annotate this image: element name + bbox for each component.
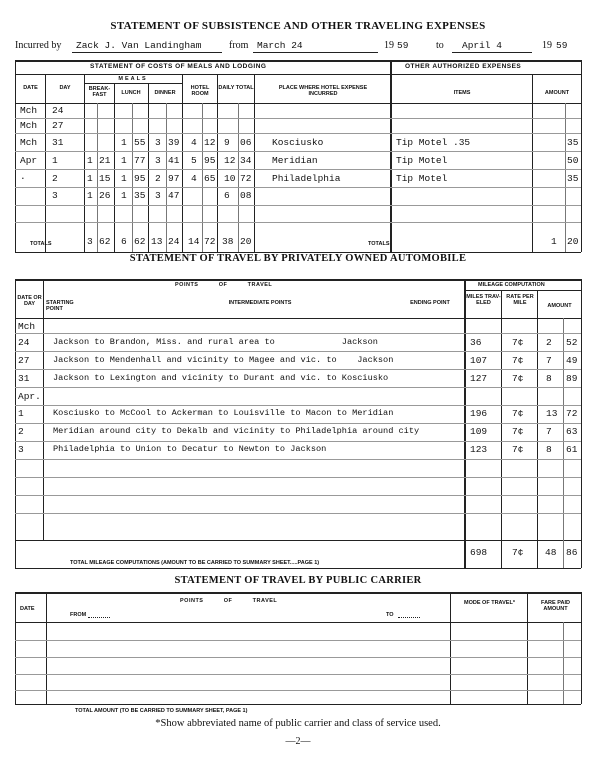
carrier-from-label: FROM <box>70 612 87 618</box>
incurred-by-label: Incurred by <box>15 40 62 51</box>
auto-row-cents: 52 <box>566 337 578 348</box>
auto-row-dollars: 8 <box>546 373 552 384</box>
row-lunch-dollars: 1 <box>121 173 127 184</box>
year-from: 59 <box>397 40 409 51</box>
auto-row-miles: 196 <box>470 408 488 419</box>
row-lunch-cents: 55 <box>134 137 146 148</box>
auto-row-route: Meridian around city to Dekalb and vicinity to Philadelphia around city <box>53 426 420 436</box>
col-dinner: DINNER <box>154 90 176 96</box>
row-daily-dollars: 6 <box>224 190 230 201</box>
row-amount: 35 <box>567 173 579 184</box>
row-hotel-dollars: 5 <box>191 155 197 166</box>
auto-row-dollars: 13 <box>546 408 558 419</box>
col-lunch: LUNCH <box>121 90 141 96</box>
row-lunch-cents: 77 <box>134 155 146 166</box>
row-daily-cents: 08 <box>240 190 252 201</box>
row-amount: 35 <box>567 137 579 148</box>
col-place: PLACE WHERE HOTEL EXPENSE INCURRED <box>278 85 368 97</box>
year-to-prefix: 19 <box>542 40 552 51</box>
auto-total-cents: 86 <box>566 547 578 558</box>
row-date: Mch <box>20 137 38 148</box>
row-item: Tip Motel <box>396 173 448 184</box>
carrier-section-title: STATEMENT OF TRAVEL BY PUBLIC CARRIER <box>174 575 422 586</box>
from-label: from <box>229 40 249 51</box>
auto-col-rate: RATE PER MILE <box>506 294 534 306</box>
row-day: 2 <box>52 173 58 184</box>
auto-col-miles: MILES TRAV-ELED <box>466 294 501 306</box>
total-lunch-dollars: 6 <box>121 236 127 247</box>
auto-col-date: DATE OR DAY <box>17 295 42 307</box>
row-daily-cents: 72 <box>240 173 252 184</box>
row-breakfast-dollars: 1 <box>87 155 93 166</box>
row-dinner-cents: 41 <box>168 155 180 166</box>
row-date: · <box>20 173 26 184</box>
auto-total-miles: 698 <box>470 547 488 558</box>
row-breakfast-cents: 21 <box>99 155 111 166</box>
auto-row-miles: 109 <box>470 426 488 437</box>
auto-row-miles: 123 <box>470 444 488 455</box>
auto-row-rate: 7¢ <box>512 426 524 437</box>
row-date: Apr <box>20 155 38 166</box>
row-dinner-cents: 39 <box>168 137 180 148</box>
auto-row-date: 24 <box>18 337 30 348</box>
row-date: Mch <box>20 120 38 131</box>
total-breakfast-cents: 62 <box>99 236 111 247</box>
col-amount: AMOUNT <box>544 90 570 96</box>
auto-row-rate: 7¢ <box>512 355 524 366</box>
other-total-dollars: 1 <box>551 236 557 247</box>
col-day: DAY <box>59 85 71 91</box>
auto-row-dollars: 2 <box>546 337 552 348</box>
carrier-to-label: TO <box>386 612 394 618</box>
row-hotel-dollars: 4 <box>191 173 197 184</box>
row-place: Meridian <box>272 155 318 166</box>
other-total-cents: 20 <box>567 236 579 247</box>
carrier-total-label: TOTAL AMOUNT (TO BE CARRIED TO SUMMARY SHEET, PAGE 1) <box>75 708 248 714</box>
row-lunch-cents: 35 <box>134 190 146 201</box>
auto-row-rate: 7¢ <box>512 444 524 455</box>
auto-row-date: 3 <box>18 444 24 455</box>
col-daily: DAILY TOTAL <box>218 85 254 91</box>
carrier-col-date: DATE <box>20 606 35 612</box>
total-hotel-dollars: 14 <box>188 236 200 247</box>
total-daily-dollars: 38 <box>222 236 234 247</box>
auto-row-miles: 36 <box>470 337 482 348</box>
carrier-col-fare: FARE PAID AMOUNT <box>541 600 570 612</box>
meals-totals-label: TOTALS <box>30 241 52 247</box>
incurred-by-value: Zack J. Van Landingham <box>76 40 202 51</box>
row-lunch-dollars: 1 <box>121 190 127 201</box>
auto-row-route: Jackson to Lexington and vicinity to Durant and vic. to Kosciusko <box>53 373 389 383</box>
row-lunch-dollars: 1 <box>121 155 127 166</box>
col-hotel: HOTEL ROOM <box>190 85 210 97</box>
auto-row-rate: 7¢ <box>512 408 524 419</box>
row-dinner-cents: 97 <box>168 173 180 184</box>
auto-row-route: Philadelphia to Union to Decatur to Newton to Jackson <box>53 444 327 454</box>
auto-row-dollars: 7 <box>546 426 552 437</box>
meals-section-title: STATEMENT OF COSTS OF MEALS AND LODGING <box>90 63 267 70</box>
row-lunch-dollars: 1 <box>121 137 127 148</box>
auto-row-date: 31 <box>18 373 30 384</box>
auto-total-dollars: 48 <box>545 547 557 558</box>
auto-row-route: Kosciusko to McCool to Ackerman to Louisville to Macon to Meridian <box>53 408 394 418</box>
row-hotel-cents: 65 <box>204 173 216 184</box>
row-item: Tip Motel .35 <box>396 137 471 148</box>
auto-total-rate: 7¢ <box>512 547 524 558</box>
row-day: 24 <box>52 105 64 116</box>
row-hotel-cents: 12 <box>204 137 216 148</box>
row-dinner-dollars: 2 <box>155 173 161 184</box>
other-expenses-title: OTHER AUTHORIZED EXPENSES <box>405 63 522 70</box>
row-dinner-cents: 47 <box>168 190 180 201</box>
auto-row-date: Apr. <box>18 391 41 402</box>
carrier-points-label: POINTS OF TRAVEL <box>180 598 278 604</box>
auto-row-route: Jackson to Mendenhall and vicinity to Magee and vic. to Jackson <box>53 355 394 365</box>
row-item: Tip Motel <box>396 155 448 166</box>
other-totals-label: TOTALS <box>368 241 390 247</box>
total-lunch-cents: 62 <box>134 236 146 247</box>
col-breakfast: BREAK-FAST <box>88 86 111 98</box>
col-meals: MEALS <box>118 76 148 82</box>
auto-row-rate: 7¢ <box>512 337 524 348</box>
total-dinner-cents: 24 <box>168 236 180 247</box>
row-amount: 50 <box>567 155 579 166</box>
row-breakfast-cents: 15 <box>99 173 111 184</box>
auto-col-inter: INTERMEDIATE POINTS <box>228 300 292 306</box>
row-day: 1 <box>52 155 58 166</box>
mileage-label: MILEAGE COMPUTATION <box>478 282 545 288</box>
auto-section-title: STATEMENT OF TRAVEL BY PRIVATELY OWNED AUTOMOBILE <box>129 253 467 264</box>
row-date: Mch <box>20 105 38 116</box>
auto-row-date: 27 <box>18 355 30 366</box>
from-date: March 24 <box>257 40 303 51</box>
year-from-prefix: 19 <box>384 40 394 51</box>
row-lunch-cents: 95 <box>134 173 146 184</box>
auto-row-date: 1 <box>18 408 24 419</box>
auto-row-cents: 61 <box>566 444 578 455</box>
row-hotel-dollars: 4 <box>191 137 197 148</box>
auto-row-miles: 127 <box>470 373 488 384</box>
auto-row-route: Jackson to Brandon, Miss. and rural area to Jackson <box>53 337 378 347</box>
row-breakfast-cents: 26 <box>99 190 111 201</box>
carrier-col-mode: MODE OF TRAVEL* <box>464 600 515 606</box>
auto-row-dollars: 8 <box>546 444 552 455</box>
auto-row-cents: 49 <box>566 355 578 366</box>
footer-note: *Show abbreviated name of public carrier and class of service used. <box>155 718 441 729</box>
row-dinner-dollars: 3 <box>155 137 161 148</box>
year-to: 59 <box>556 40 568 51</box>
row-day: 3 <box>52 190 58 201</box>
row-day: 31 <box>52 137 64 148</box>
row-place: Philadelphia <box>272 173 341 184</box>
row-daily-dollars: 12 <box>224 155 236 166</box>
auto-row-rate: 7¢ <box>512 373 524 384</box>
auto-col-start: STARTING POINT <box>46 300 74 312</box>
to-date: April 4 <box>462 40 502 51</box>
total-hotel-cents: 72 <box>204 236 216 247</box>
row-hotel-cents: 95 <box>204 155 216 166</box>
auto-row-dollars: 7 <box>546 355 552 366</box>
row-daily-cents: 34 <box>240 155 252 166</box>
form-title: STATEMENT OF SUBSISTENCE AND OTHER TRAVELING EXPENSES <box>110 20 486 32</box>
auto-row-date: 2 <box>18 426 24 437</box>
auto-points-label: POINTS OF TRAVEL <box>175 282 273 288</box>
auto-col-amount: AMOUNT <box>547 303 572 309</box>
total-breakfast-dollars: 3 <box>87 236 93 247</box>
row-breakfast-dollars: 1 <box>87 173 93 184</box>
row-breakfast-dollars: 1 <box>87 190 93 201</box>
total-daily-cents: 20 <box>240 236 252 247</box>
total-dinner-dollars: 13 <box>151 236 163 247</box>
row-daily-dollars: 10 <box>224 173 236 184</box>
page-number: —2— <box>285 736 311 747</box>
auto-row-date: Mch <box>18 321 36 332</box>
auto-row-miles: 107 <box>470 355 488 366</box>
row-place: Kosciusko <box>272 137 324 148</box>
auto-row-cents: 72 <box>566 408 578 419</box>
row-day: 27 <box>52 120 64 131</box>
auto-row-cents: 63 <box>566 426 578 437</box>
row-dinner-dollars: 3 <box>155 155 161 166</box>
row-daily-cents: 06 <box>240 137 252 148</box>
col-date: DATE <box>23 85 38 91</box>
auto-row-cents: 89 <box>566 373 578 384</box>
auto-total-label: TOTAL MILEAGE COMPUTATIONS (AMOUNT TO BE CARRIED TO SUMMARY SHEET.....PAGE 1) <box>70 560 320 566</box>
col-items: ITEMS <box>453 90 471 96</box>
auto-col-end: ENDING POINT <box>410 300 450 306</box>
to-label: to <box>436 40 444 51</box>
row-dinner-dollars: 3 <box>155 190 161 201</box>
row-daily-dollars: 9 <box>224 137 230 148</box>
